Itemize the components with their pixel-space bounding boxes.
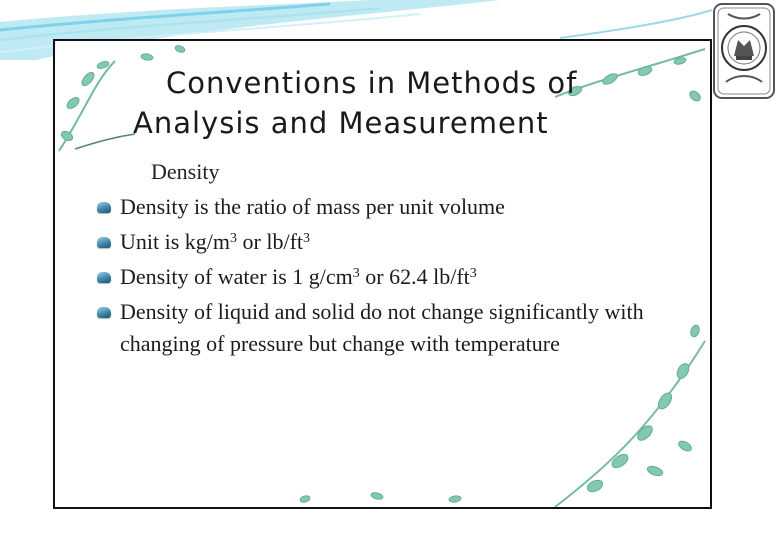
bullet-point-icon: [97, 237, 111, 248]
section-heading: Density: [151, 159, 220, 184]
bullet-text: or lb/ft: [237, 229, 304, 254]
bullet-text: Density of water is 1 g/cm: [120, 264, 353, 289]
bullet-item: [97, 226, 657, 258]
slide-title-line-2: Analysis and Measurement: [133, 106, 549, 140]
slide-title: [133, 63, 703, 143]
bullet-list: [97, 191, 657, 363]
superscript-exponent: 3: [469, 266, 477, 281]
university-seal-icon: [712, 2, 776, 100]
superscript-exponent: 3: [230, 231, 238, 246]
slide-frame: [53, 39, 712, 509]
bullet-text: Density is the ratio of mass per unit volume: [120, 194, 505, 219]
bullet-point-icon: [97, 307, 111, 318]
bullet-point-icon: [97, 272, 111, 283]
bullet-item: [97, 261, 657, 293]
bullet-text: Unit is kg/m: [120, 229, 231, 254]
bullet-text: or 62.4 lb/ft: [359, 264, 470, 289]
bullet-text: Density of liquid and solid do not change significantly with changing of pressure but change with temperature: [120, 299, 644, 356]
superscript-exponent: 3: [303, 231, 311, 246]
superscript-exponent: 3: [352, 266, 360, 281]
bullet-point-icon: [97, 202, 111, 213]
bullet-item: [97, 296, 657, 360]
bullet-item: [97, 191, 657, 223]
slide-title-line-1: Conventions in Methods of: [166, 66, 578, 100]
